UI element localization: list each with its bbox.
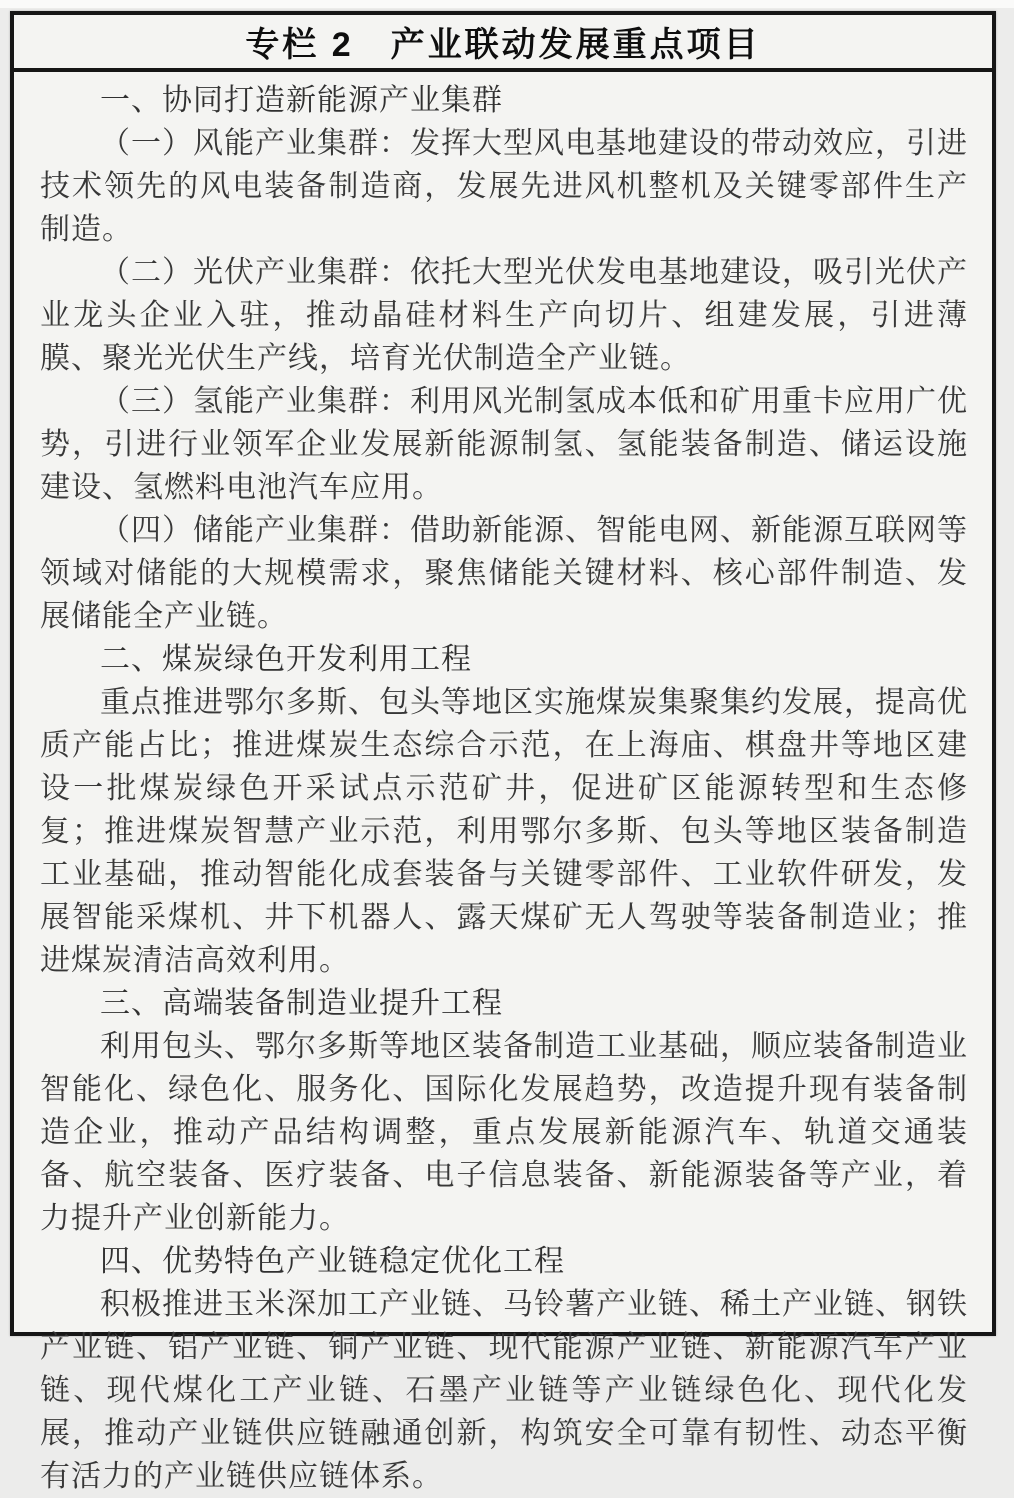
paragraph-coal-green: 重点推进鄂尔多斯、包头等地区实施煤炭集聚集约发展，提高优质产能占比；推进煤炭生态综合示范，在上海庙、棋盘井等地区建设一批煤炭绿色开采试点示范矿井，促进矿区能源转型和生态修复；推进煤炭智慧产业示范，利用鄂尔多斯、包头等地区装备制造工业基础，推动智能化成套装备与关键零部件、工业软件研发，发展智能采煤机、井下机器人、露天煤矿无人驾驶等装备制造业；推进煤炭清洁高效利用。	[40, 686, 968, 977]
paragraph-industry-chains: 积极推进玉米深加工产业链、马铃薯产业链、稀土产业链、钢铁产业链、铝产业链、铜产业链、现代能源产业链、新能源汽车产业链、现代煤化工产业链、石墨产业链等产业链绿色化、现代化发展，推动产业链供应链融通创新，构筑安全可靠有韧性、动态平衡有活力的产业链供应链体系。	[40, 1288, 968, 1493]
paragraph-wind-cluster: （一）风能产业集群：发挥大型风电基地建设的带动效应，引进技术领先的风电装备制造商，发展先进风机整机及关键零部件生产制造。	[40, 127, 968, 246]
column-box-header	[14, 15, 992, 72]
section-heading-3: 三、高端装备制造业提升工程	[100, 987, 503, 1020]
section-heading-2: 二、煤炭绿色开发利用工程	[100, 643, 472, 676]
paragraph-equipment-upgrade: 利用包头、鄂尔多斯等地区装备制造工业基础，顺应装备制造业智能化、绿色化、服务化、国际化发展趋势，改造提升现有装备制造企业，推动产品结构调整，重点发展新能源汽车、轨道交通装备、航空装备、医疗装备、电子信息装备、新能源装备等产业，着力提升产业创新能力。	[40, 1030, 968, 1235]
paragraph-pv-cluster: （二）光伏产业集群：依托大型光伏发电基地建设，吸引光伏产业龙头企业入驻，推动晶硅材料生产向切片、组建发展，引进薄膜、聚光光伏生产线，培育光伏制造全产业链。	[40, 256, 968, 375]
section-heading-4: 四、优势特色产业链稳定优化工程	[100, 1245, 565, 1278]
page-margin-strip	[0, 0, 1014, 8]
column-box	[10, 11, 996, 1493]
paragraph-storage-cluster: （四）储能产业集群：借助新能源、智能电网、新能源互联网等领域对储能的大规模需求，聚焦储能关键材料、核心部件制造、发展储能全产业链。	[40, 514, 968, 633]
column-box-title: 专栏 2 产业联动发展重点项目	[245, 26, 761, 64]
column-box-body	[14, 72, 992, 1498]
section-heading-1: 一、协同打造新能源产业集群	[100, 84, 503, 117]
paragraph-hydrogen-cluster: （三）氢能产业集群：利用风光制氢成本低和矿用重卡应用广优势，引进行业领军企业发展新能源制氢、氢能装备制造、储运设施建设、氢燃料电池汽车应用。	[40, 385, 968, 504]
